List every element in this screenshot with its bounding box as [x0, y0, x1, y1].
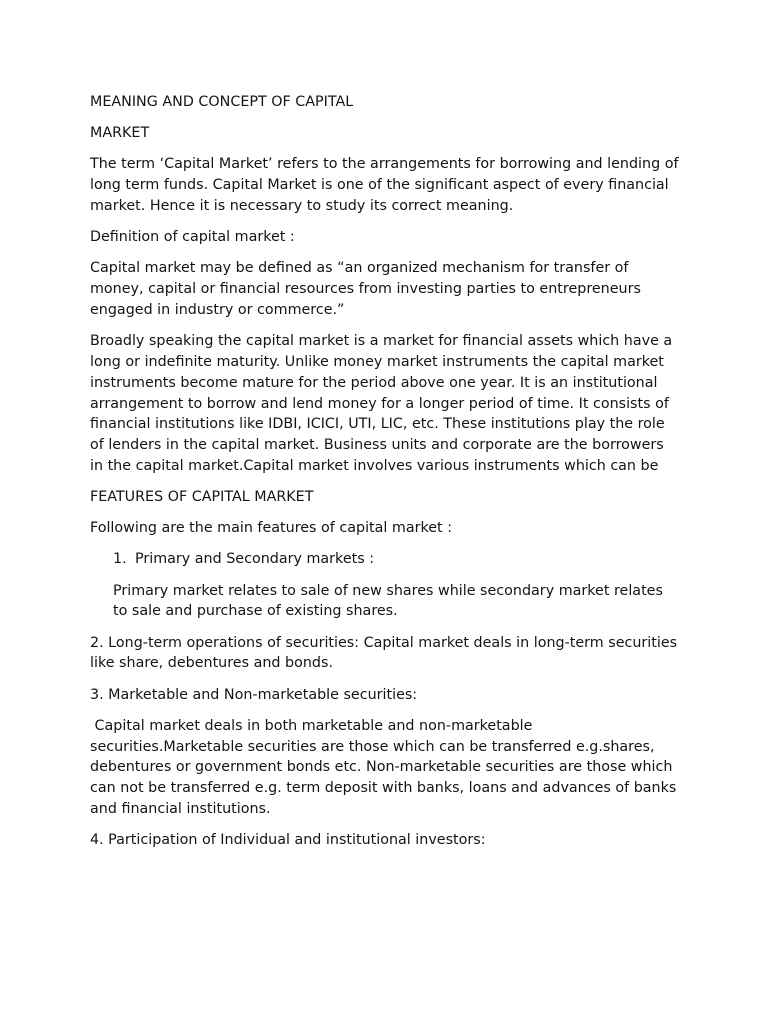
- definition-heading: [90, 227, 680, 248]
- broad-paragraph: Broadly speaking the capital market is a market for financial assets which have a long or indefinite maturity. Unlike money market instruments the capital market instruments become mature for the period above one year. It is an institutional arrangement to borrow and lend money for a longer period of time. It consists of financial institutions like IDBI, ICICI, UTI, LIC, etc. These institutions play the role of lenders in the capital market. Business units and corporate are the borrowers in the capital market.Capital market involves various instruments which can be: [90, 333, 673, 474]
- heading-line2: MARKET: [90, 125, 150, 142]
- features-intro: Following are the main features of capital market :: [90, 520, 453, 537]
- document-page: [90, 92, 680, 861]
- features-heading: FEATURES OF CAPITAL MARKET: [90, 489, 314, 506]
- feature-1-number: 1.: [113, 551, 127, 568]
- definition-paragraph: Capital market may be defined as “an organized mechanism for transfer of money, capital or financial resources from investing parties to entrepreneurs engaged in industry or commerce.”: [90, 260, 641, 318]
- feature-1-title: [90, 549, 680, 570]
- feature-3-title: 3. Marketable and Non-marketable securities:: [90, 686, 418, 703]
- feature-2-paragraph: 2. Long-term operations of securities: Capital market deals in long-term securities like share, debentures and bonds.: [90, 634, 678, 672]
- feature-4-title: 4. Participation of Individual and institutional investors:: [90, 832, 486, 849]
- intro-paragraph: The term ‘Capital Market’ refers to the arrangements for borrowing and lending of long term funds. Capital Market is one of the significant aspect of every financial market. Hence it is necessary to study its correct meaning.: [90, 156, 679, 214]
- feature-1-text: Primary market relates to sale of new shares while secondary market relates to sale and purchase of existing shares.: [113, 582, 663, 620]
- definition-heading-text: Definition of capital market :: [90, 229, 295, 246]
- feature-1-title-text: Primary and Secondary markets :: [135, 551, 375, 568]
- heading-line1: MEANING AND CONCEPT OF CAPITAL: [90, 94, 354, 110]
- feature-3-text: Capital market deals in both marketable and non-marketable securities.Marketable securities are those which can be transferred e.g.shares, debentures or government bonds etc. Non-marketable securities are those which can not be transferred e.g. term deposit with banks, loans and advances of banks and financial institutions.: [90, 717, 681, 817]
